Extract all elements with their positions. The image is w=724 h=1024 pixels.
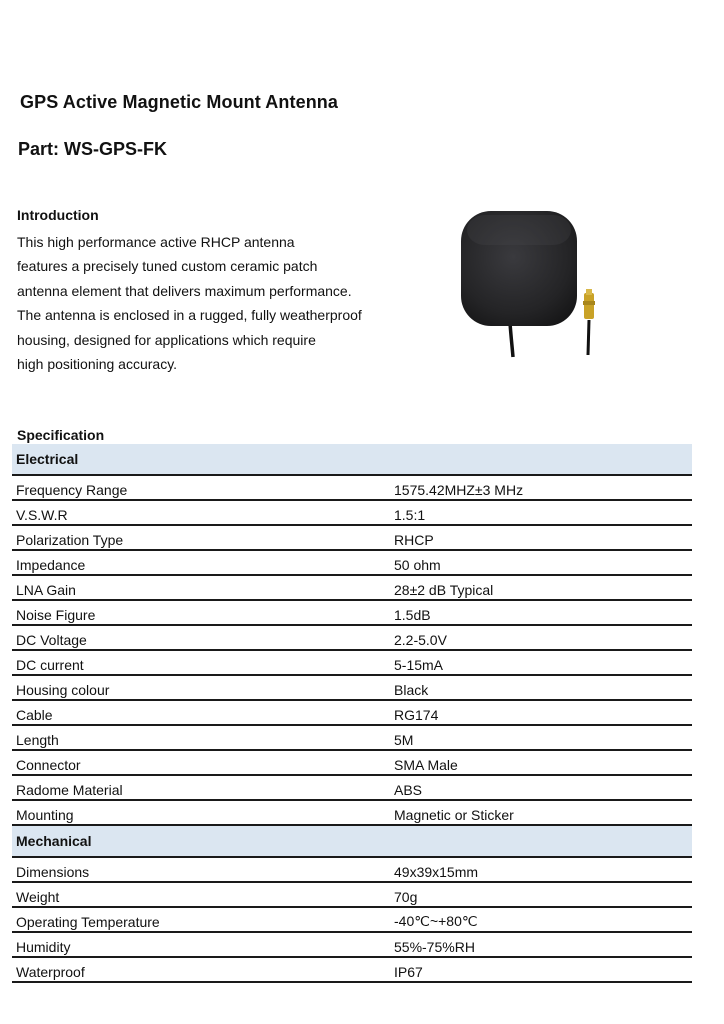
spec-row	[12, 775, 692, 800]
spec-label: DC current	[12, 650, 394, 675]
spec-row	[12, 882, 692, 907]
part-number: Part: WS-GPS-FK	[18, 139, 168, 159]
introduction-text	[17, 230, 362, 376]
spec-row	[12, 500, 692, 525]
connector-cable	[588, 320, 589, 355]
spec-label: Polarization Type	[12, 525, 394, 550]
spec-row	[12, 725, 692, 750]
section-header-mechanical	[12, 825, 692, 857]
spec-value: 2.2-5.0V	[394, 625, 692, 650]
spec-row	[12, 800, 692, 825]
introduction-line: The antenna is enclosed in a rugged, fully weatherproof	[17, 307, 362, 324]
spec-value: 1.5:1	[394, 500, 692, 525]
antenna-product-image	[455, 205, 615, 360]
section-title: Mechanical	[12, 825, 692, 857]
spec-value: 55%-75%RH	[394, 932, 692, 957]
spec-value: 49x39x15mm	[394, 857, 692, 882]
spec-row	[12, 650, 692, 675]
spec-value: 50 ohm	[394, 550, 692, 575]
spec-label: DC Voltage	[12, 625, 394, 650]
spec-label: Dimensions	[12, 857, 394, 882]
spec-row	[12, 525, 692, 550]
introduction-heading: Introduction	[17, 207, 99, 223]
spec-label: LNA Gain	[12, 575, 394, 600]
introduction-line: antenna element that delivers maximum performance.	[17, 282, 352, 299]
sma-connector	[584, 293, 594, 319]
spec-value: 1575.42MHZ±3 MHz	[394, 475, 692, 500]
spec-value: 1.5dB	[394, 600, 692, 625]
spec-row	[12, 907, 692, 932]
spec-row	[12, 957, 692, 982]
spec-row	[12, 750, 692, 775]
introduction-line: high positioning accuracy.	[17, 356, 178, 373]
specification-heading: Specification	[17, 427, 105, 443]
spec-label: Impedance	[12, 550, 394, 575]
spec-label: Operating Temperature	[12, 907, 394, 932]
spec-row	[12, 550, 692, 575]
spec-value: RHCP	[394, 525, 692, 550]
spec-label: Mounting	[12, 800, 394, 825]
spec-value: IP67	[394, 957, 692, 982]
spec-label: Frequency Range	[12, 475, 394, 500]
specification-table	[12, 444, 692, 983]
introduction-line: features a precisely tuned custom ceramic patch	[17, 258, 318, 275]
spec-value: 28±2 dB Typical	[394, 575, 692, 600]
spec-value: ABS	[394, 775, 692, 800]
spec-label: Housing colour	[12, 675, 394, 700]
spec-label: Waterproof	[12, 957, 394, 982]
spec-row	[12, 857, 692, 882]
spec-label: V.S.W.R	[12, 500, 394, 525]
spec-value: -40℃~+80℃	[394, 907, 692, 932]
spec-label: Connector	[12, 750, 394, 775]
spec-value: SMA Male	[394, 750, 692, 775]
spec-value: 5M	[394, 725, 692, 750]
spec-value: RG174	[394, 700, 692, 725]
antenna-cable	[510, 323, 513, 357]
spec-row	[12, 575, 692, 600]
introduction-line: This high performance active RHCP antenna	[17, 234, 295, 250]
spec-row	[12, 600, 692, 625]
section-title: Electrical	[12, 444, 692, 475]
spec-label: Length	[12, 725, 394, 750]
spec-row	[12, 932, 692, 957]
introduction-line: housing, designed for applications which require	[17, 331, 316, 348]
spec-label: Noise Figure	[12, 600, 394, 625]
spec-row	[12, 700, 692, 725]
spec-row	[12, 475, 692, 500]
section-header-electrical	[12, 444, 692, 475]
spec-label: Radome Material	[12, 775, 394, 800]
spec-value: Magnetic or Sticker	[394, 800, 692, 825]
spec-label: Humidity	[12, 932, 394, 957]
spec-value: 70g	[394, 882, 692, 907]
spec-value: Black	[394, 675, 692, 700]
document-title: GPS Active Magnetic Mount Antenna	[20, 92, 338, 112]
spec-value: 5-15mA	[394, 650, 692, 675]
spec-label: Cable	[12, 700, 394, 725]
spec-row	[12, 675, 692, 700]
spec-label: Weight	[12, 882, 394, 907]
spec-row	[12, 625, 692, 650]
